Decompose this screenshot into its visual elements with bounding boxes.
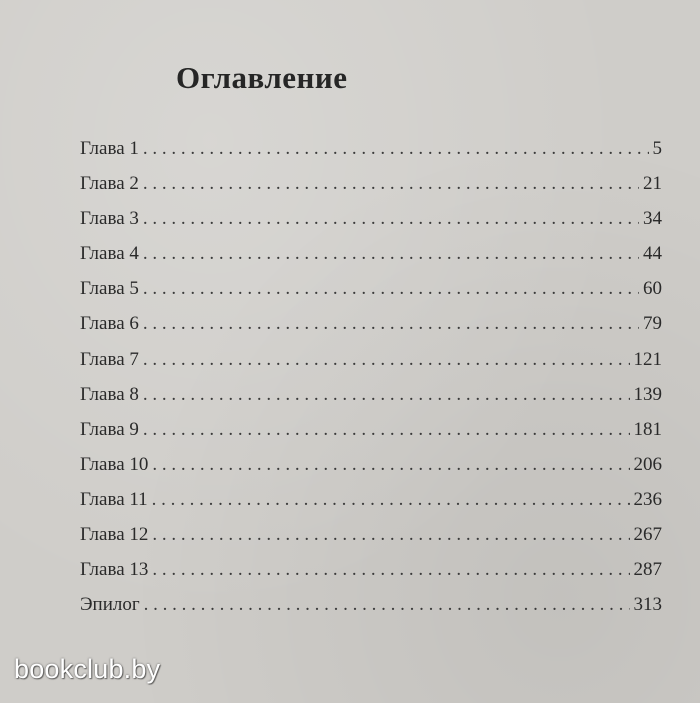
toc-entry-label: Глава 8 (80, 383, 139, 405)
toc-entry-label: Глава 2 (80, 173, 139, 195)
dot-leader (144, 587, 630, 622)
toc-entry-page-number: 121 (633, 348, 662, 370)
toc-entry-page-number: 313 (633, 594, 662, 616)
toc-entry (80, 482, 662, 517)
page-title: Оглавление (176, 60, 348, 95)
toc-entry (80, 236, 662, 271)
toc-entry-label: Глава 3 (80, 208, 139, 230)
toc-entry-label: Глава 6 (80, 313, 139, 335)
toc-entry (80, 342, 662, 377)
dot-leader (143, 412, 630, 447)
toc-entry (80, 412, 662, 447)
toc-entry-page-number: 181 (633, 418, 662, 440)
dot-leader (143, 377, 630, 412)
toc-entry-page-number: 267 (633, 524, 662, 546)
toc-entry-page-number: 139 (633, 383, 662, 405)
dot-leader (152, 552, 629, 587)
toc-entry-page-number: 206 (633, 453, 662, 475)
toc-entry-label: Глава 4 (80, 243, 139, 265)
dot-leader (152, 517, 629, 552)
toc-entry-page-number: 21 (643, 173, 662, 195)
dot-leader (152, 482, 630, 517)
dot-leader (143, 131, 649, 166)
toc-entry-label: Глава 13 (80, 559, 149, 581)
toc-entry-label: Эпилог (80, 594, 140, 616)
toc-entry (80, 271, 662, 306)
toc-entry (80, 552, 662, 587)
toc-entry (80, 201, 662, 236)
toc-entry-page-number: 60 (643, 278, 662, 300)
dot-leader (143, 166, 639, 201)
toc-entry-label: Глава 12 (80, 524, 149, 546)
toc-entry (80, 447, 662, 482)
dot-leader (143, 342, 630, 377)
toc-entry-label: Глава 1 (80, 138, 139, 159)
toc-entry-page-number: 5 (652, 138, 662, 159)
toc-entry (80, 587, 662, 622)
toc-entry (80, 131, 662, 166)
dot-leader (152, 447, 629, 482)
table-of-contents (80, 131, 662, 622)
toc-entry-label: Глава 11 (80, 488, 148, 510)
toc-entry (80, 377, 662, 412)
dot-leader (143, 201, 639, 236)
toc-entry-page-number: 287 (633, 559, 662, 581)
toc-entry (80, 517, 662, 552)
dot-leader (143, 306, 639, 341)
toc-entry-page-number: 236 (633, 488, 662, 510)
toc-entry-label: Глава 7 (80, 348, 139, 370)
toc-entry-label: Глава 10 (80, 453, 149, 475)
watermark: bookclub.by (14, 654, 161, 684)
toc-entry-label: Глава 5 (80, 278, 139, 300)
dot-leader (143, 236, 639, 271)
toc-entry-page-number: 79 (643, 313, 662, 335)
toc-entry-page-number: 34 (643, 208, 662, 230)
dot-leader (143, 271, 639, 306)
toc-entry (80, 306, 662, 341)
toc-entry (80, 166, 662, 201)
toc-entry-label: Глава 9 (80, 418, 139, 440)
toc-entry-page-number: 44 (643, 243, 662, 265)
